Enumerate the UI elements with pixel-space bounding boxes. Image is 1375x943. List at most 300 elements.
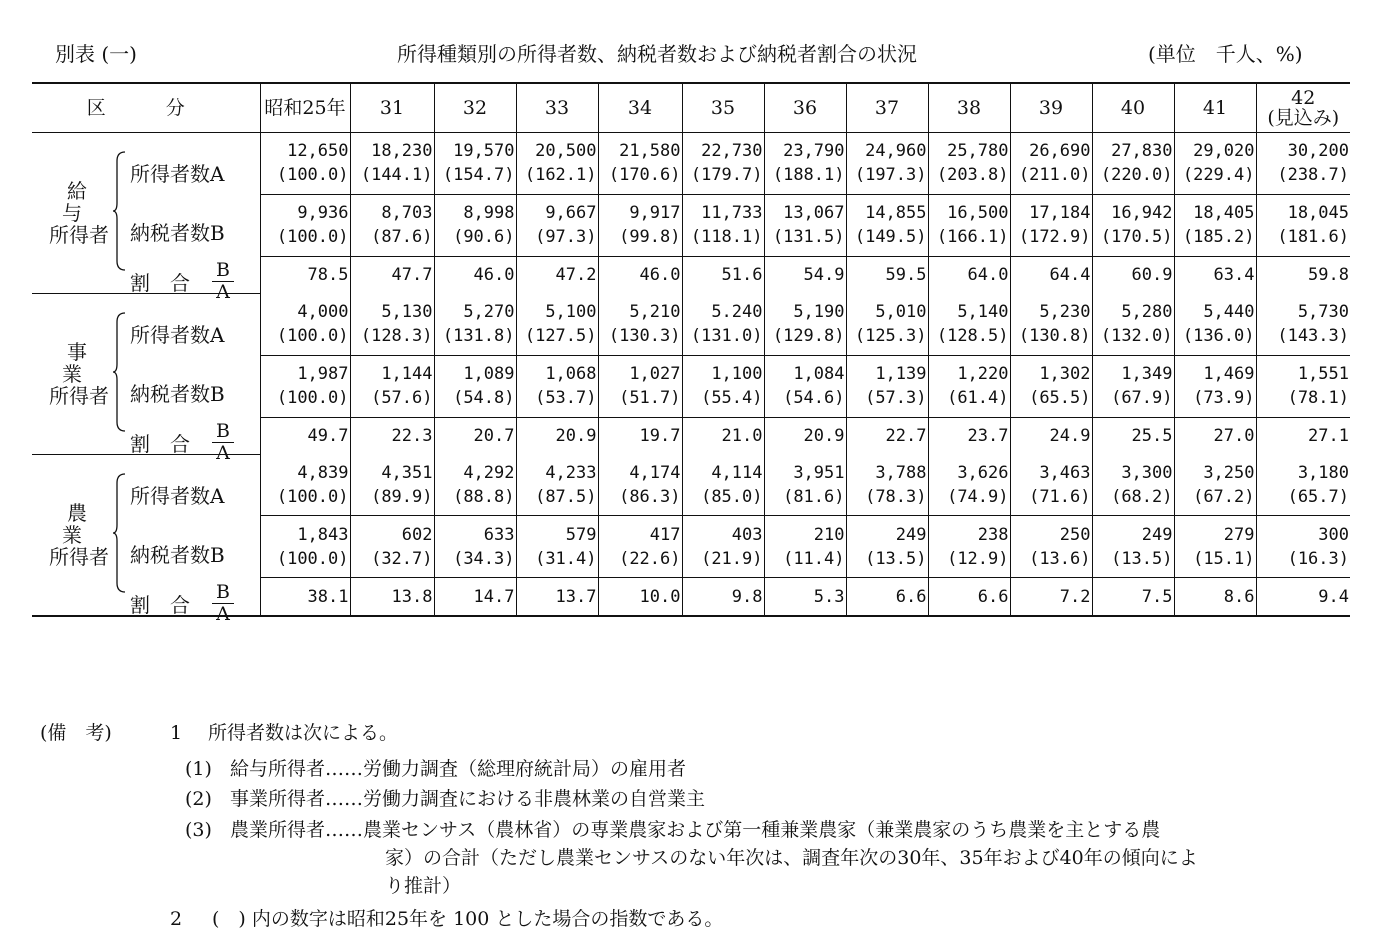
ratio-cell: 10.0	[598, 578, 682, 616]
ratio-cell: 46.0	[598, 256, 682, 293]
taxpayers-value: 8,998	[463, 203, 515, 224]
taxpayers-index: (73.9)	[1193, 388, 1255, 409]
earners-cell	[1174, 455, 1256, 516]
taxpayers-cell	[846, 194, 928, 256]
earners-value: 4,839	[297, 462, 349, 483]
taxpayers-index: (57.3)	[865, 388, 927, 409]
taxpayers-value: 17,184	[1029, 203, 1091, 224]
note-item-3-cont-2: り推計）	[385, 875, 462, 897]
taxpayers-index: (15.1)	[1193, 548, 1255, 569]
year-label: 昭和25年	[264, 97, 346, 119]
earners-index: (128.5)	[936, 326, 1009, 347]
earners-index: (130.3)	[608, 326, 681, 347]
earners-cell	[350, 133, 434, 195]
ratio-cell: 24.9	[1010, 417, 1092, 454]
taxpayers-index: (99.8)	[619, 227, 681, 248]
earners-value: 30,200	[1287, 141, 1349, 162]
earners-index: (125.3)	[854, 326, 927, 347]
ratio-cell: 25.5	[1092, 417, 1174, 454]
ratio-cell: 38.1	[260, 578, 350, 616]
earners-cell	[846, 455, 928, 516]
taxpayers-cell	[764, 194, 846, 256]
table-number: 別表 (一)	[55, 42, 137, 66]
earners-value: 4,292	[463, 462, 515, 483]
earners-index: (211.0)	[1018, 165, 1091, 186]
earners-index: (100.0)	[276, 486, 349, 507]
taxpayers-index: (61.4)	[947, 388, 1009, 409]
year-header	[764, 83, 846, 133]
earners-cell	[764, 455, 846, 516]
taxpayers-index: (32.7)	[371, 548, 433, 569]
taxpayers-cell	[1174, 355, 1256, 417]
ratio-cell: 46.0	[434, 256, 516, 293]
fraction-numerator: B	[216, 581, 230, 603]
taxpayers-index: (65.5)	[1029, 388, 1091, 409]
group-name-line2: 所得者	[49, 384, 109, 408]
taxpayers-index: (34.3)	[453, 548, 515, 569]
taxpayers-value: 1,139	[875, 364, 927, 385]
earners-index: (162.1)	[524, 165, 597, 186]
note-item-2-number: (2)	[185, 788, 212, 810]
row-label-earners: 所得者数A	[130, 484, 225, 508]
year-header	[598, 83, 682, 133]
earners-value: 25,780	[947, 141, 1009, 162]
taxpayers-value: 633	[483, 524, 515, 545]
group-name	[44, 341, 114, 407]
ratio-cell: 63.4	[1174, 256, 1256, 293]
taxpayers-value: 602	[401, 524, 433, 545]
earners-cell	[1010, 294, 1092, 356]
ratio-cell: 47.7	[350, 256, 434, 293]
note-2-number: 2	[170, 908, 183, 930]
year-header	[434, 83, 516, 133]
earners-cell	[928, 294, 1010, 356]
earners-cell	[1256, 294, 1350, 356]
taxpayers-cell	[846, 355, 928, 417]
earners-value: 5,440	[1203, 302, 1255, 323]
earners-index: (132.0)	[1100, 326, 1173, 347]
earners-cell	[260, 294, 350, 356]
taxpayers-cell	[434, 516, 516, 578]
taxpayers-value: 1,027	[629, 364, 681, 385]
ratio-cell: 20.7	[434, 417, 516, 454]
ratio-cell: 59.8	[1256, 256, 1350, 293]
ratio-cell: 27.0	[1174, 417, 1256, 454]
row-label-ratio	[130, 583, 234, 624]
taxpayers-value: 9,667	[545, 203, 597, 224]
ratio-cell: 5.3	[764, 578, 846, 616]
ratio-cell: 78.5	[260, 256, 350, 293]
earners-cell	[260, 455, 350, 516]
earners-value: 5,100	[545, 302, 597, 323]
earners-value: 5,730	[1297, 302, 1349, 323]
year-label: 38	[956, 97, 982, 119]
earners-cell	[1092, 294, 1174, 356]
earners-cell	[1256, 133, 1350, 195]
ratio-word: 割 合	[130, 271, 190, 295]
taxpayers-cell	[682, 355, 764, 417]
taxpayers-cell	[1174, 194, 1256, 256]
earners-index: (136.0)	[1182, 326, 1255, 347]
note-item-3-cont-1: 家）の合計（ただし農業センサスのない年次は、調査年次の30年、35年および40年の傾向によ	[385, 847, 1198, 869]
taxpayers-value: 11,733	[701, 203, 763, 224]
taxpayers-index: (100.0)	[276, 227, 349, 248]
taxpayers-value: 1,144	[381, 364, 433, 385]
group-label-cell	[32, 294, 260, 464]
taxpayers-value: 1,084	[793, 364, 845, 385]
earners-cell	[1092, 133, 1174, 195]
earners-value: 19,570	[453, 141, 515, 162]
taxpayers-cell	[1256, 194, 1350, 256]
taxpayers-value: 1,302	[1039, 364, 1091, 385]
taxpayers-index: (31.4)	[535, 548, 597, 569]
taxpayers-cell	[1256, 516, 1350, 578]
table-row	[32, 133, 1350, 195]
ratio-cell: 19.7	[598, 417, 682, 454]
year-header	[928, 83, 1010, 133]
ratio-cell: 22.3	[350, 417, 434, 454]
group-name-line2: 所得者	[49, 545, 109, 569]
earners-cell	[598, 294, 682, 356]
taxpayers-index: (21.9)	[701, 548, 763, 569]
ratio-cell: 13.8	[350, 578, 434, 616]
taxpayers-value: 210	[813, 524, 845, 545]
taxpayers-value: 1,469	[1203, 364, 1255, 385]
taxpayers-cell	[516, 194, 598, 256]
taxpayers-index: (53.7)	[535, 388, 597, 409]
taxpayers-index: (11.4)	[783, 548, 845, 569]
earners-index: (143.3)	[1277, 326, 1349, 347]
taxpayers-cell	[764, 516, 846, 578]
taxpayers-value: 1,068	[545, 364, 597, 385]
note-item-1-number: (1)	[185, 758, 212, 780]
earners-value: 5,280	[1121, 302, 1173, 323]
ratio-cell: 64.4	[1010, 256, 1092, 293]
earners-index: (68.2)	[1111, 486, 1173, 507]
taxpayers-value: 238	[977, 524, 1009, 545]
earners-index: (203.8)	[936, 165, 1009, 186]
earners-cell	[516, 133, 598, 195]
taxpayers-value: 1,843	[297, 524, 349, 545]
earners-value: 5,140	[957, 302, 1009, 323]
earners-cell	[598, 133, 682, 195]
row-label-earners: 所得者数A	[130, 323, 225, 347]
taxpayers-value: 18,045	[1287, 203, 1349, 224]
taxpayers-value: 279	[1223, 524, 1255, 545]
taxpayers-index: (22.6)	[619, 548, 681, 569]
year-header	[1174, 83, 1256, 133]
earners-value: 3,180	[1297, 462, 1349, 483]
taxpayers-value: 1,349	[1121, 364, 1173, 385]
ratio-cell: 60.9	[1092, 256, 1174, 293]
ratio-cell: 59.5	[846, 256, 928, 293]
earners-value: 22,730	[701, 141, 763, 162]
ratio-cell: 64.0	[928, 256, 1010, 293]
taxpayers-index: (13.6)	[1029, 548, 1091, 569]
earners-value: 3,463	[1039, 462, 1091, 483]
group-label-cell	[32, 455, 260, 625]
earners-cell	[682, 455, 764, 516]
taxpayers-index: (57.6)	[371, 388, 433, 409]
earners-value: 29,020	[1193, 141, 1255, 162]
year-header	[516, 83, 598, 133]
year-header	[260, 83, 350, 133]
taxpayers-cell	[598, 355, 682, 417]
taxpayers-cell	[516, 516, 598, 578]
page-title: 所得種類別の所得者数、納税者数および納税者割合の状況	[397, 42, 917, 66]
earners-index: (81.6)	[783, 486, 845, 507]
earners-index: (229.4)	[1182, 165, 1255, 186]
group-name	[44, 180, 114, 246]
taxpayers-cell	[1092, 194, 1174, 256]
row-label-earners: 所得者数A	[130, 162, 225, 186]
year-label: 34	[627, 97, 653, 119]
taxpayers-value: 250	[1059, 524, 1091, 545]
earners-value: 3,788	[875, 462, 927, 483]
earners-index: (89.9)	[371, 486, 433, 507]
taxpayers-index: (54.6)	[783, 388, 845, 409]
fraction-denominator: A	[216, 442, 230, 464]
fraction-denominator: A	[216, 603, 230, 625]
ratio-cell: 27.1	[1256, 417, 1350, 454]
earners-value: 18,230	[371, 141, 433, 162]
taxpayers-cell	[682, 194, 764, 256]
earners-index: (67.2)	[1193, 486, 1255, 507]
year-label: 36	[792, 97, 818, 119]
ratio-cell: 6.6	[928, 578, 1010, 616]
taxpayers-index: (51.7)	[619, 388, 681, 409]
ratio-cell: 51.6	[682, 256, 764, 293]
year-label: 35	[710, 97, 736, 119]
note-item-3-text: 農業所得者……農業センサス（農林省）の専業農家および第一種兼業農家（兼業農家のうち農業を主とする農	[230, 819, 1161, 841]
earners-value: 23,790	[783, 141, 845, 162]
earners-cell	[1174, 294, 1256, 356]
year-label: 37	[874, 97, 900, 119]
earners-value: 5,210	[629, 302, 681, 323]
earners-cell	[598, 455, 682, 516]
taxpayers-index: (54.8)	[453, 388, 515, 409]
earners-index: (127.5)	[524, 326, 597, 347]
ratio-cell: 21.0	[682, 417, 764, 454]
earners-value: 3,626	[957, 462, 1009, 483]
earners-cell	[682, 133, 764, 195]
earners-value: 5,130	[381, 302, 433, 323]
taxpayers-value: 300	[1318, 524, 1349, 545]
ratio-cell: 20.9	[516, 417, 598, 454]
year-label: 40	[1120, 97, 1146, 119]
earners-value: 4,351	[381, 462, 433, 483]
earners-value: 26,690	[1029, 141, 1091, 162]
earners-value: 21,580	[619, 141, 681, 162]
year-header	[350, 83, 434, 133]
note-1-number: 1	[170, 722, 183, 744]
taxpayers-value: 16,942	[1111, 203, 1173, 224]
taxpayers-cell	[682, 516, 764, 578]
ratio-cell: 54.9	[764, 256, 846, 293]
earners-index: (197.3)	[854, 165, 927, 186]
taxpayers-index: (131.5)	[772, 227, 845, 248]
earners-index: (220.0)	[1100, 165, 1173, 186]
taxpayers-cell	[516, 355, 598, 417]
earners-index: (74.9)	[947, 486, 1009, 507]
taxpayers-index: (87.6)	[371, 227, 433, 248]
header-kubun: 区分	[32, 83, 260, 133]
taxpayers-index: (78.1)	[1287, 388, 1349, 409]
taxpayers-cell	[928, 355, 1010, 417]
earners-cell	[434, 133, 516, 195]
taxpayers-index: (149.5)	[854, 227, 927, 248]
earners-value: 4,000	[297, 302, 349, 323]
earners-value: 4,174	[629, 462, 681, 483]
taxpayers-cell	[598, 516, 682, 578]
group-label-cell	[32, 133, 260, 303]
earners-value: 20,500	[535, 141, 597, 162]
earners-cell	[434, 294, 516, 356]
ratio-cell: 23.7	[928, 417, 1010, 454]
earners-index: (71.6)	[1029, 486, 1091, 507]
earners-index: (170.6)	[608, 165, 681, 186]
ratio-cell: 7.2	[1010, 578, 1092, 616]
fraction-numerator: B	[216, 259, 230, 281]
note-item-3-number: (3)	[185, 819, 212, 841]
ratio-cell: 22.7	[846, 417, 928, 454]
taxpayers-cell	[260, 355, 350, 417]
row-label-taxpayers: 納税者数B	[130, 221, 225, 245]
earners-cell	[434, 455, 516, 516]
earners-index: (85.0)	[701, 486, 763, 507]
fraction-denominator: A	[216, 281, 230, 303]
taxpayers-cell	[434, 194, 516, 256]
taxpayers-index: (118.1)	[690, 227, 763, 248]
year-label: 42	[1291, 87, 1316, 109]
year-label: 33	[544, 97, 570, 119]
earners-cell	[1092, 455, 1174, 516]
taxpayers-cell	[350, 516, 434, 578]
unit-label: (単位 千人、%)	[1148, 42, 1303, 66]
taxpayers-index: (100.0)	[276, 548, 349, 569]
earners-value: 5,010	[875, 302, 927, 323]
ratio-cell: 47.2	[516, 256, 598, 293]
earners-cell	[350, 294, 434, 356]
taxpayers-value: 13,067	[783, 203, 845, 224]
earners-cell	[764, 133, 846, 195]
earners-value: 24,960	[865, 141, 927, 162]
year-header	[682, 83, 764, 133]
taxpayers-index: (185.2)	[1182, 227, 1255, 248]
row-label-taxpayers: 納税者数B	[130, 382, 225, 406]
ratio-cell: 8.6	[1174, 578, 1256, 616]
taxpayers-index: (67.9)	[1111, 388, 1173, 409]
earners-cell	[260, 133, 350, 195]
ratio-cell: 9.8	[682, 578, 764, 616]
earners-index: (154.7)	[442, 165, 515, 186]
taxpayers-index: (55.4)	[701, 388, 763, 409]
earners-value: 5,230	[1039, 302, 1091, 323]
notes-label: (備 考)	[40, 722, 112, 744]
taxpayers-index: (181.6)	[1277, 227, 1349, 248]
ratio-cell: 7.5	[1092, 578, 1174, 616]
ratio-cell: 49.7	[260, 417, 350, 454]
group-name-line1: 給与	[62, 179, 101, 225]
income-table	[32, 82, 1350, 625]
group-name-line1: 農業	[62, 501, 101, 547]
taxpayers-value: 1,089	[463, 364, 515, 385]
earners-index: (128.3)	[360, 326, 433, 347]
taxpayers-cell	[1174, 516, 1256, 578]
earners-value: 5,190	[793, 302, 845, 323]
earners-cell	[516, 455, 598, 516]
taxpayers-value: 417	[649, 524, 681, 545]
earners-index: (87.5)	[535, 486, 597, 507]
earners-index: (144.1)	[360, 165, 433, 186]
taxpayers-index: (13.5)	[1111, 548, 1173, 569]
taxpayers-index: (13.5)	[865, 548, 927, 569]
taxpayers-cell	[928, 194, 1010, 256]
earners-index: (131.8)	[442, 326, 515, 347]
taxpayers-cell	[598, 194, 682, 256]
group-name-line1: 事業	[62, 340, 101, 386]
earners-index: (78.3)	[865, 486, 927, 507]
taxpayers-index: (172.9)	[1018, 227, 1091, 248]
earners-value: 5,270	[463, 302, 515, 323]
taxpayers-cell	[1010, 355, 1092, 417]
taxpayers-cell	[1092, 516, 1174, 578]
ratio-cell: 6.6	[846, 578, 928, 616]
earners-index: (100.0)	[276, 326, 349, 347]
earners-cell	[1174, 133, 1256, 195]
fraction-numerator: B	[216, 420, 230, 442]
brace-icon	[112, 312, 126, 432]
year-header	[1256, 83, 1350, 133]
earners-cell	[928, 133, 1010, 195]
taxpayers-cell	[260, 516, 350, 578]
taxpayers-value: 249	[895, 524, 927, 545]
earners-value: 3,250	[1203, 462, 1255, 483]
earners-cell	[1010, 133, 1092, 195]
earners-value: 12,650	[287, 141, 349, 162]
header-row	[32, 83, 1350, 133]
year-header	[1010, 83, 1092, 133]
taxpayers-value: 16,500	[947, 203, 1009, 224]
earners-index: (179.7)	[690, 165, 763, 186]
taxpayers-cell	[928, 516, 1010, 578]
earners-cell	[764, 294, 846, 356]
taxpayers-cell	[434, 355, 516, 417]
taxpayers-index: (16.3)	[1287, 548, 1349, 569]
table-row	[32, 455, 1350, 516]
earners-index: (100.0)	[276, 165, 349, 186]
taxpayers-value: 1,987	[297, 364, 349, 385]
taxpayers-cell	[350, 194, 434, 256]
earners-cell	[682, 294, 764, 356]
taxpayers-cell	[1256, 355, 1350, 417]
ratio-cell: 20.9	[764, 417, 846, 454]
ratio-word: 割 合	[130, 432, 190, 456]
earners-value: 27,830	[1111, 141, 1173, 162]
earners-value: 3,951	[793, 462, 845, 483]
year-label: 39	[1038, 97, 1064, 119]
earners-index: (65.7)	[1287, 486, 1349, 507]
earners-cell	[350, 455, 434, 516]
earners-index: (188.1)	[772, 165, 845, 186]
ratio-cell: 13.7	[516, 578, 598, 616]
taxpayers-value: 1,100	[711, 364, 763, 385]
earners-index: (129.8)	[772, 326, 845, 347]
taxpayers-cell	[1010, 194, 1092, 256]
earners-cell	[928, 455, 1010, 516]
taxpayers-value: 9,917	[629, 203, 681, 224]
table-row	[32, 294, 1350, 356]
